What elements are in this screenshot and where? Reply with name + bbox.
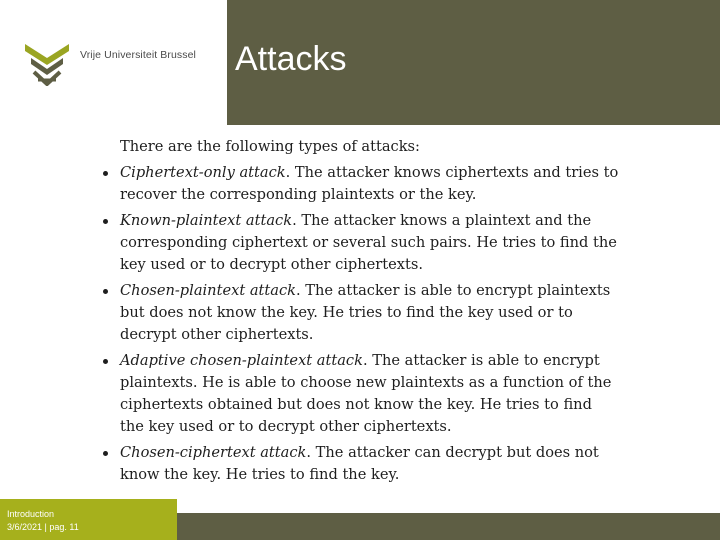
footer-date-page: 3/6/2021 | pag. 11 xyxy=(7,522,79,532)
university-name: Vrije Universiteit Brussel xyxy=(80,49,196,61)
attack-list xyxy=(100,162,620,486)
attack-description: . The attacker knows a plaintext and the corresponding ciphertext or several such pairs. He tries to find the key used or to decrypt other ciphertexts. xyxy=(120,212,617,273)
list-item xyxy=(100,350,620,438)
list-item xyxy=(100,210,620,276)
list-item xyxy=(100,442,620,486)
attack-term: Adaptive chosen-plaintext attack xyxy=(120,352,363,369)
slide-content xyxy=(100,136,620,486)
bullet-icon xyxy=(103,451,108,456)
slide-title: Attacks xyxy=(235,40,347,78)
footer-info xyxy=(0,499,177,540)
attack-term: Chosen-ciphertext attack xyxy=(120,444,307,461)
footer-section: Introduction xyxy=(7,509,55,519)
bullet-icon xyxy=(103,219,108,224)
attack-description: . The attacker knows ciphertexts and tries to recover the corresponding plaintexts or the key. xyxy=(120,164,619,203)
logo-area xyxy=(0,0,227,125)
attack-term: Known-plaintext attack xyxy=(120,212,293,229)
attack-description: . The attacker can decrypt but does not know the key. He tries to find the key. xyxy=(120,444,599,483)
bullet-icon xyxy=(103,289,108,294)
bullet-icon xyxy=(103,359,108,364)
intro-text: There are the following types of attacks: xyxy=(120,138,420,155)
attack-description: . The attacker is able to encrypt plaintexts but does not know the key. He tries to find the key used or to decrypt other ciphertexts. xyxy=(120,282,611,343)
list-item xyxy=(100,280,620,346)
university-logo-icon xyxy=(22,42,72,86)
list-item xyxy=(100,162,620,206)
bullet-icon xyxy=(103,171,108,176)
attack-term: Chosen-plaintext attack xyxy=(120,282,296,299)
attack-description: . The attacker is able to encrypt plaintexts. He is able to choose new plaintexts as a function of the ciphertexts obtained but does not know the key. He tries to find the key used or to decrypt other ciphertexts. xyxy=(120,352,612,435)
attack-term: Ciphertext-only attack xyxy=(120,164,286,181)
title-bar xyxy=(227,0,720,125)
footer-bar xyxy=(177,513,720,540)
